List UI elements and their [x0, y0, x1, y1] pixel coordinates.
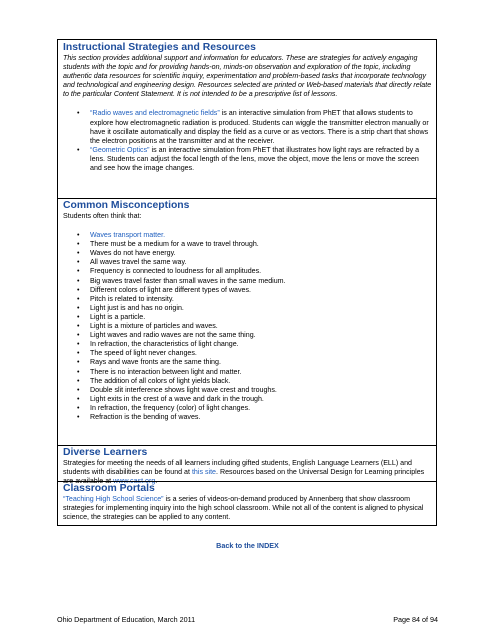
misconception-text: Light waves and radio waves are not the same thing. [90, 331, 256, 340]
portals-text: “Teaching High School Science” is a series of videos-on-demand produced by Annenberg that show classroom strategies for implementing inquiry into the high school classroom. While not all of the content is aligned to physical science, the strategies can be applied to any content. [63, 495, 424, 522]
list-item: • Light waves and radio waves are not the same thing. [77, 331, 256, 340]
list-item: • Light is a particle. [77, 312, 146, 321]
misconceptions-title: Common Misconceptions [63, 200, 190, 211]
misconception-text: Pitch is related to intensity. [90, 294, 174, 303]
list-item: • Pitch is related to intensity. [77, 294, 174, 303]
misconception-text: Light exits in the crest of a wave and dark in the trough. [90, 394, 264, 403]
page-number: Page 84 of 94 [393, 615, 438, 624]
misconception-text: Waves do not have energy. [90, 249, 176, 258]
misconception-text: Rays and wave fronts are the same thing. [90, 358, 221, 367]
list-item: • In refraction, the frequency (color) of light changes. [77, 403, 251, 412]
misconception-text: In refraction, the characteristics of light change. [90, 340, 239, 349]
list-item: • All waves travel the same way. [77, 258, 187, 267]
misconceptions-intro: Students often think that: [63, 212, 142, 220]
list-item: • Waves transport matter. [77, 231, 166, 240]
diverse-title: Diverse Learners [63, 447, 148, 458]
instructional-title: Instructional Strategies and Resources [63, 42, 256, 53]
misconception-text: Refraction is the bending of waves. [90, 412, 201, 421]
misconception-text: Frequency is connected to loudness for all amplitudes. [90, 267, 262, 276]
list-item: • The speed of light never changes. [77, 349, 197, 358]
list-item: • There is no interaction between light and matter. [77, 367, 242, 376]
this-site-link[interactable]: this site [191, 468, 217, 477]
list-item: • Big waves travel faster than small waves in the same medium. [77, 276, 286, 285]
resource-text: is an interactive simulation from PhET that allows students to explore how electromagnetic radiation is produced. Students can wiggle the transmitter electron manually or have it oscillate automatically and display the field as a curve or as vectors. There is a strip chart that shows the electron positions at the transmitter and at the receiver. [90, 109, 429, 145]
content-box [57, 39, 437, 526]
misconception-text: Big waves travel faster than small waves in the same medium. [90, 276, 286, 285]
misconception-text: In refraction, the frequency (color) of light changes. [90, 403, 251, 412]
resource-link-geometric-optics[interactable]: “Geometric Optics” [90, 145, 150, 154]
list-item: • Refraction is the bending of waves. [77, 412, 201, 421]
list-item: • The addition of all colors of light yields black. [77, 376, 231, 385]
resource-item: • “Geometric Optics” is an interactive simulation from PhET that illustrates how light rays are refracted by a lens. Students can adjust the focal length of the lens, move the object, move the lens or move the screen and see how the image changes. [77, 145, 420, 173]
list-item: • Frequency is connected to loudness for all amplitudes. [77, 267, 262, 276]
misconception-text: Light is a mixture of particles and waves. [90, 322, 218, 331]
misconception-text: Light just is and has no origin. [90, 303, 184, 312]
misconception-text: Double slit interference shows light wave crest and troughs. [90, 385, 277, 394]
list-item: • Rays and wave fronts are the same thing. [77, 358, 221, 367]
list-item: • Light exits in the crest of a wave and dark in the trough. [77, 394, 264, 403]
misconception-text: There must be a medium for a wave to travel through. [90, 240, 259, 249]
misconception-text: There is no interaction between light and matter. [90, 367, 242, 376]
misconception-text: All waves travel the same way. [90, 258, 187, 267]
diverse-text: Strategies for meeting the needs of all learners including gifted students, English Language Learners (ELL) and students with disabilities can be found at this site. Resources based on the Universal Design for Learning principles are available at www.cast.org. [63, 459, 425, 486]
instructional-intro: This section provides additional support and information for educators. These are strategies for actively engaging students with the topic and for providing hands-on, minds-on observation and exploration of the topic, including authentic data resources for scientific inquiry, experimentation and problem-based tasks that incorporate technology and technological and engineering design. Resources selected are printed or Web-based materials that directly relate to the particular Content Statement. It is not intended to be a prescriptive list of lessons. [63, 54, 432, 99]
list-item: • There must be a medium for a wave to travel through. [77, 240, 259, 249]
list-item: • Light just is and has no origin. [77, 303, 184, 312]
resource-text: is an interactive simulation from PhET that illustrates how light rays are refracted by a lens. Students can adjust the focal length of the lens, move the object, move the lens or move the screen and see how the image changes. [90, 145, 420, 173]
section-divider [58, 198, 436, 199]
footer-source: Ohio Department of Education, March 2011 [57, 615, 196, 624]
list-item: • In refraction, the characteristics of light change. [77, 340, 239, 349]
list-item: • Different colors of light are different types of waves. [77, 285, 252, 294]
misconception-text: The speed of light never changes. [90, 349, 197, 358]
portals-title: Classroom Portals [63, 483, 155, 494]
section-divider [58, 481, 436, 482]
section-divider [58, 445, 436, 446]
resource-item: • “Radio waves and electromagnetic fields” is an interactive simulation from PhET that allows students to explore how electromagnetic radiation is produced. Students can wiggle the transmitter electron manually or have it oscillate automatically and display the field as a curve or as vectors. There is a strip chart that shows the electron positions at the transmitter and at the receiver. [77, 109, 429, 145]
portals-section [58, 483, 436, 522]
teaching-hs-science-link[interactable]: “Teaching High School Science” [63, 495, 164, 503]
resource-list [63, 109, 432, 173]
misconception-text: Different colors of light are different types of waves. [90, 285, 252, 294]
list-item: • Light is a mixture of particles and waves. [77, 322, 218, 331]
resource-link-radio-waves[interactable]: “Radio waves and electromagnetic fields” [90, 109, 220, 118]
list-item: • Waves do not have energy. [77, 249, 176, 258]
cast-link[interactable]: www.cast.org [113, 477, 156, 486]
misconceptions-list [63, 231, 432, 422]
list-item: • Double slit interference shows light wave crest and troughs. [77, 385, 277, 394]
back-to-index-link[interactable]: Back to the INDEX [216, 541, 279, 550]
misconception-text: Light is a particle. [90, 312, 146, 321]
misconception-text: The addition of all colors of light yields black. [90, 376, 231, 385]
misconceptions-section [58, 200, 436, 422]
instructional-section [58, 42, 436, 173]
misconception-link[interactable]: Waves transport matter. [90, 231, 166, 240]
